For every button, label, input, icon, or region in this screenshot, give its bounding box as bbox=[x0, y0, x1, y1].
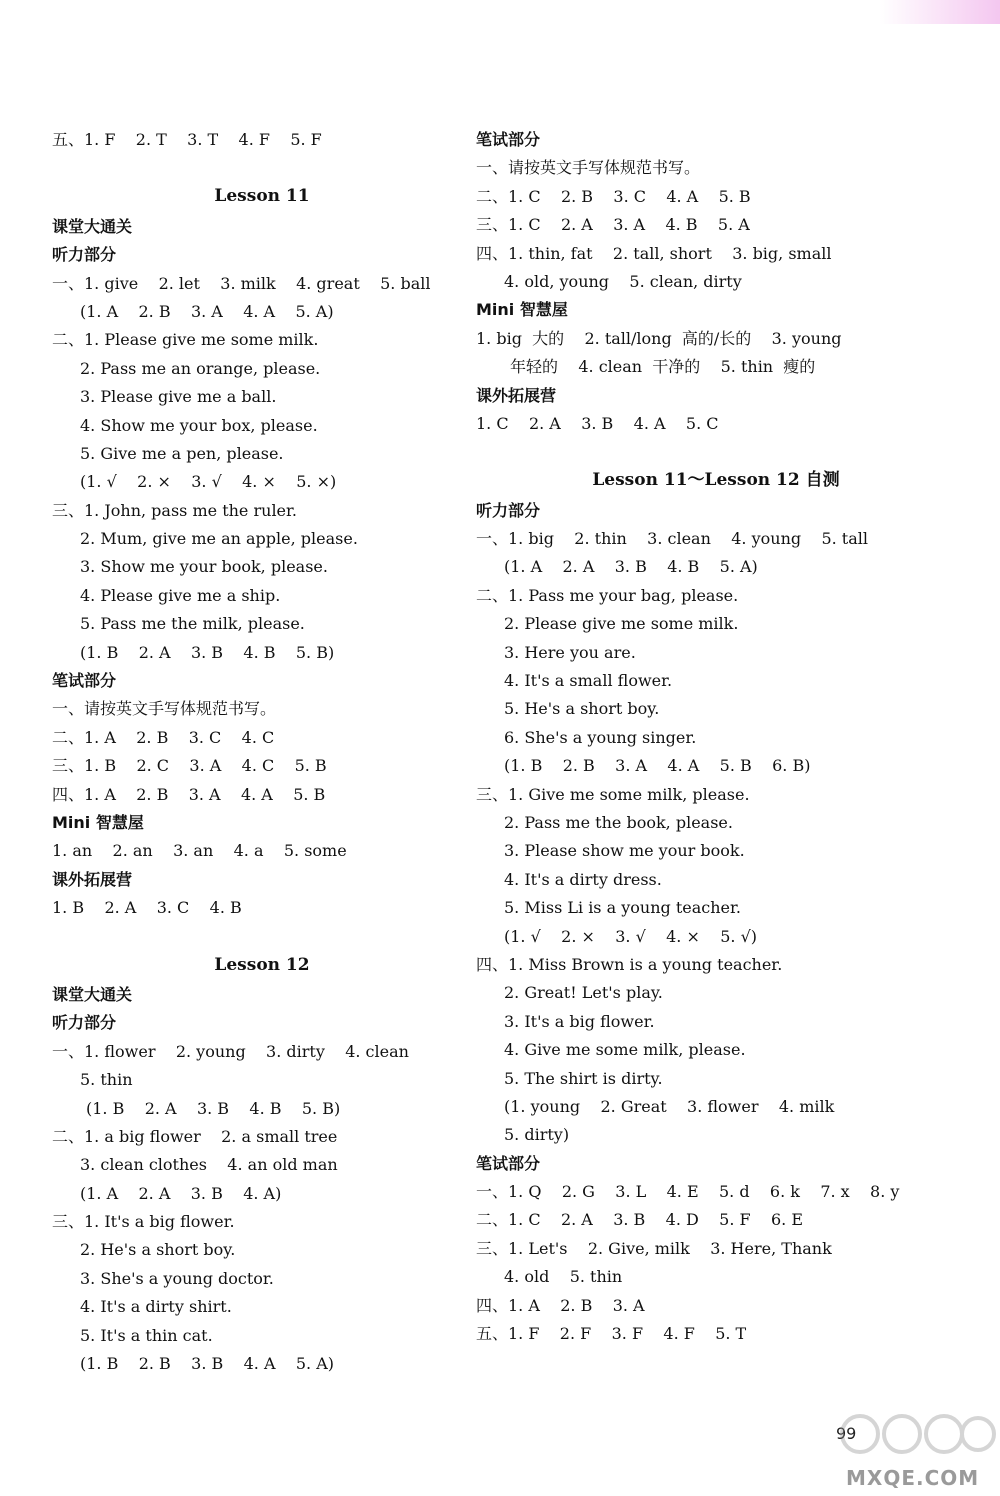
answer-line: 5. It's a thin cat. bbox=[80, 1325, 213, 1345]
page-number: 99 bbox=[836, 1424, 857, 1443]
section-heading: 笔试部分 bbox=[476, 130, 541, 149]
answer-line: 5. thin bbox=[80, 1070, 133, 1090]
answer-line: (1. A 2. B 3. A 4. A 5. A) bbox=[80, 301, 334, 321]
section-heading: 笔试部分 bbox=[52, 671, 117, 691]
answer-line: 三、1. Let's 2. Give, milk 3. Here, Thank bbox=[476, 1238, 832, 1258]
answer-line: (1. young 2. Great 3. flower 4. milk bbox=[504, 1096, 835, 1116]
answer-line: (1. B 2. A 3. B 4. B 5. B) bbox=[80, 642, 335, 662]
answer-line: 3. It's a big flower. bbox=[504, 1011, 655, 1031]
lesson-title: Lesson 12 bbox=[214, 954, 310, 975]
answer-line: 2. Please give me some milk. bbox=[504, 614, 739, 634]
answer-line: 4. It's a dirty dress. bbox=[504, 869, 662, 889]
section-heading: 听力部分 bbox=[476, 500, 541, 520]
section-heading: 听力部分 bbox=[52, 245, 117, 265]
answer-line: 三、1. C 2. A 3. A 4. B 5. A bbox=[476, 215, 750, 235]
section-heading: Mini 智慧屋 bbox=[52, 812, 144, 832]
answer-line: 三、1. B 2. C 3. A 4. C 5. B bbox=[52, 756, 327, 776]
answer-line: 三、1. It's a big flower. bbox=[52, 1212, 235, 1232]
section-heading: 笔试部分 bbox=[476, 1153, 541, 1173]
answer-line: 四、1. A 2. B 3. A 4. A 5. B bbox=[52, 784, 326, 804]
answer-line: 二、1. a big flower 2. a small tree bbox=[52, 1126, 338, 1146]
answer-line: 一、1. flower 2. young 3. dirty 4. clean bbox=[52, 1041, 409, 1061]
answer-line: 五、1. F 2. T 3. T 4. F 5. F bbox=[52, 130, 322, 149]
answer-line: 四、1. A 2. B 3. A bbox=[476, 1295, 645, 1315]
answer-line: 3. clean clothes 4. an old man bbox=[80, 1155, 338, 1175]
left-column bbox=[52, 126, 472, 1378]
answer-line: 4. Give me some milk, please. bbox=[504, 1040, 746, 1060]
spacer bbox=[52, 923, 472, 937]
answer-line: 一、1. Q 2. G 3. L 4. E 5. d 6. k 7. x 8. y bbox=[476, 1182, 900, 1202]
answer-line: 1. an 2. an 3. an 4. a 5. some bbox=[52, 841, 347, 861]
answer-line: 2. Great! Let's play. bbox=[504, 983, 663, 1003]
answer-line: 3. Please show me your book. bbox=[504, 841, 745, 861]
section-heading: 课外拓展营 bbox=[476, 385, 557, 405]
answer-line: 2. Pass me the book, please. bbox=[504, 812, 733, 832]
answer-line: 5. Miss Li is a young teacher. bbox=[504, 898, 741, 918]
answer-line: 2. He's a short boy. bbox=[80, 1240, 236, 1260]
answer-line: (1. B 2. A 3. B 4. B 5. B) bbox=[86, 1098, 341, 1118]
answer-line: (1. A 2. A 3. B 4. A) bbox=[80, 1183, 282, 1203]
answer-line: (1. A 2. A 3. B 4. B 5. A) bbox=[504, 557, 758, 577]
answer-line: 1. B 2. A 3. C 4. B bbox=[52, 898, 242, 918]
section-heading: Mini 智慧屋 bbox=[476, 300, 568, 320]
answer-line: 3. Here you are. bbox=[504, 642, 636, 662]
answer-line: 5. The shirt is dirty. bbox=[504, 1068, 663, 1088]
answer-line: 一、请按英文手写体规范书写。 bbox=[52, 699, 277, 719]
answer-line: 五、1. F 2. F 3. F 4. F 5. T bbox=[476, 1324, 747, 1344]
section-heading: 课堂大通关 bbox=[52, 216, 133, 236]
answer-line: 4. It's a dirty shirt. bbox=[80, 1297, 232, 1317]
spacer bbox=[476, 438, 956, 452]
top-decoration bbox=[880, 0, 1000, 24]
answer-line: 5. He's a short boy. bbox=[504, 699, 660, 719]
answer-line: 4. Show me your box, please. bbox=[80, 415, 318, 435]
answer-line: 5. Pass me the milk, please. bbox=[80, 614, 305, 634]
answer-line: 年轻的 4. clean 干净的 5. thin 瘦的 bbox=[510, 357, 816, 377]
answer-line: 4. old, young 5. clean, dirty bbox=[504, 271, 742, 291]
answer-line: 二、1. C 2. B 3. C 4. A 5. B bbox=[476, 186, 751, 206]
answer-line: 三、1. John, pass me the ruler. bbox=[52, 500, 298, 520]
spacer bbox=[52, 154, 472, 168]
answer-line: 2. Mum, give me an apple, please. bbox=[80, 529, 358, 549]
lesson-title: Lesson 11 bbox=[214, 186, 310, 207]
answer-line: 四、1. thin, fat 2. tall, short 3. big, small bbox=[476, 243, 832, 263]
answer-line: 一、1. give 2. let 3. milk 4. great 5. ball bbox=[52, 273, 431, 293]
answer-line: (1. B 2. B 3. B 4. A 5. A) bbox=[80, 1354, 334, 1374]
answer-line: 3. She's a young doctor. bbox=[80, 1268, 274, 1288]
answer-line: 3. Please give me a ball. bbox=[80, 387, 277, 407]
watermark-text: MXQE.COM bbox=[846, 1466, 980, 1490]
answer-line: 5. dirty) bbox=[504, 1125, 570, 1145]
answer-line: 1. big 大的 2. tall/long 高的/长的 3. young bbox=[476, 328, 842, 348]
answer-line: 一、请按英文手写体规范书写。 bbox=[476, 158, 701, 178]
answer-line: 三、1. Give me some milk, please. bbox=[476, 784, 750, 804]
answer-line: 一、1. big 2. thin 3. clean 4. young 5. tall bbox=[476, 529, 869, 549]
section-heading: 听力部分 bbox=[52, 1013, 117, 1033]
answer-line: 1. C 2. A 3. B 4. A 5. C bbox=[476, 413, 719, 433]
answer-line: 5. Give me a pen, please. bbox=[80, 443, 284, 463]
answer-line: 6. She's a young singer. bbox=[504, 727, 697, 747]
lesson-title: Lesson 11～Lesson 12 自测 bbox=[592, 470, 840, 491]
answer-line: 四、1. Miss Brown is a young teacher. bbox=[476, 954, 783, 974]
answer-line: 4. It's a small flower. bbox=[504, 671, 673, 691]
answer-line: (1. √ 2. × 3. √ 4. × 5. √) bbox=[504, 926, 758, 946]
answer-line: 3. Show me your book, please. bbox=[80, 557, 328, 577]
answer-line: (1. B 2. B 3. A 4. A 5. B 6. B) bbox=[504, 756, 811, 776]
answer-line: (1. √ 2. × 3. √ 4. × 5. ×) bbox=[80, 472, 337, 492]
answer-line: 二、1. Please give me some milk. bbox=[52, 330, 319, 350]
answer-line: 4. Please give me a ship. bbox=[80, 585, 281, 605]
section-heading: 课堂大通关 bbox=[52, 984, 133, 1004]
answer-line: 二、1. C 2. A 3. B 4. D 5. F 6. E bbox=[476, 1210, 803, 1230]
right-column bbox=[476, 126, 956, 1348]
answer-line: 二、1. Pass me your bag, please. bbox=[476, 585, 739, 605]
answer-line: 二、1. A 2. B 3. C 4. C bbox=[52, 727, 275, 747]
answer-line: 2. Pass me an orange, please. bbox=[80, 358, 321, 378]
answer-line: 4. old 5. thin bbox=[504, 1267, 623, 1287]
section-heading: 课外拓展营 bbox=[52, 869, 133, 889]
